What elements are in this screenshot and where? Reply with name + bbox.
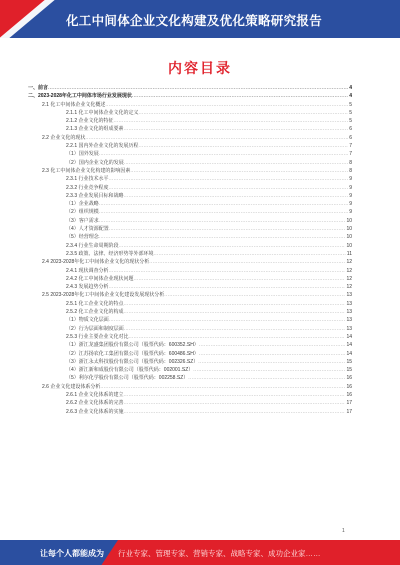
toc-entry-label: 2.5.3 行业主要企业文化对比 [66,333,129,340]
header-band [0,0,400,38]
toc-entry[interactable] [28,308,352,316]
toc-entry-leader [124,408,346,416]
toc-entry-page: 14 [346,342,352,349]
toc-entry-page: 4 [349,85,352,91]
toc-entry[interactable] [28,217,352,225]
toc-entry-label: 2.3.4 行业生命周期阶段 [66,242,119,249]
toc-entry-page: 8 [349,167,352,174]
toc-entry-leader [109,283,346,291]
toc-entry-label: 2.3.1 行业技术水平 [66,176,109,183]
toc-entry-leader [199,341,346,349]
toc-entry-leader [99,150,348,158]
toc-entry[interactable] [28,225,352,233]
toc-entry-label: （2）国内企业文化的发展 [66,159,124,166]
toc-entry-label: 2.6 企业文化建设体系分析 [42,383,101,390]
toc-entry-leader [109,184,349,192]
toc-entry[interactable] [28,267,352,275]
toc-entry-leader [188,374,345,382]
toc-entry[interactable] [28,92,352,100]
toc-entry[interactable] [28,250,352,258]
toc-entry-page: 6 [349,134,352,141]
toc-entry-page: 12 [346,267,352,274]
toc-entry-page: 13 [346,317,352,324]
toc-entry-page: 16 [346,383,352,390]
toc-entry[interactable] [28,101,352,109]
toc-entry-page: 14 [346,350,352,357]
toc-entry-page: 13 [346,325,352,332]
toc-entry-page: 13 [346,309,352,316]
toc-entry-label: 2.5.1 化工企业文化的特点 [66,300,124,307]
toc-entry-page: 10 [346,217,352,224]
toc-entry-label: （1）浙江龙盛集团股份有限公司（股票代码：600352.SH） [66,342,199,349]
toc-entry-label: （1）物质文化层面 [66,317,109,324]
toc-entry-leader [130,167,348,175]
toc-entry[interactable] [28,192,352,200]
toc-entry-label: 2.2.1 国内外企业文化的发展历程 [66,143,139,150]
toc-heading: 内容目录 [168,60,232,76]
toc-entry-page: 9 [349,184,352,191]
toc-entry-label: 2.6.2 企业文化体系的完善 [66,400,124,407]
toc-entry-leader [105,101,348,109]
toc-entry-label: 2.4 2023-2028年化工中间体企业文化的现状分析 [42,259,150,266]
toc-entry[interactable] [28,242,352,250]
toc-entry-leader [193,366,345,374]
toc-entry-page: 17 [346,400,352,407]
toc-entry-label: 2.6.3 企业文化体系的实施 [66,408,124,415]
toc-entry-page: 11 [346,250,352,257]
toc-entry-leader [109,225,346,233]
toc-entry-leader [132,92,348,100]
toc-entry[interactable] [28,374,352,382]
toc-entry-page: 10 [346,242,352,249]
toc-entry-page: 7 [349,151,352,158]
toc-entry[interactable] [28,184,352,192]
toc-entry-leader [149,258,345,266]
toc-entry-page: 17 [346,408,352,415]
toc-entry-leader [124,300,346,308]
toc-entry[interactable] [28,408,352,416]
toc-entry-label: 2.3.2 行业竞争程度 [66,184,109,191]
toc-entry[interactable] [28,350,352,358]
toc-entry-leader [164,291,345,299]
toc-entry[interactable] [28,391,352,399]
toc-entry-leader [48,84,348,92]
toc-entry-page: 5 [349,118,352,125]
toc-entry-leader [124,159,348,167]
toc-entry-label: （1）国外发展 [66,151,99,158]
toc-entry-leader [198,358,345,366]
toc-entry-page: 7 [349,143,352,150]
toc-entry[interactable] [28,383,352,391]
toc-entry-label: 2.1.3 企业文化的组成要素 [66,126,124,133]
toc-entry-leader [109,316,346,324]
toc-entry-leader [109,267,346,275]
footer-tagline: 行业专家、管理专家、营销专家、战略专家、成功企业家…… [118,549,321,558]
toc-entry-page: 13 [346,292,352,299]
toc-entry[interactable] [28,300,352,308]
toc-entry-label: （2）江苏扬农化工集团有限公司（股票代码：600486.SH） [66,350,199,357]
toc-entry[interactable] [28,341,352,349]
toc-entry-label: 2.1.2 企业文化的特征 [66,118,114,125]
toc-entry[interactable] [28,109,352,117]
toc-entry-leader [119,242,346,250]
footer-slogan: 让每个人都能成为 [40,549,104,558]
toc-entry-page: 14 [346,333,352,340]
toc-entry-label: 2.3.5 政策、法律、经济形势等外部环境 [66,250,154,257]
toc-entry-label: 2.5 2023-2028年化工中间体企业文化建设发展现状分析 [42,292,165,299]
toc-entry-page: 9 [349,209,352,216]
toc-entry[interactable] [28,134,352,142]
toc-entry-label: （3）客户需求 [66,217,99,224]
toc-entry[interactable] [28,142,352,150]
toc-entry-label: （3）浙江永太科技股份有限公司（股票代码：002326.SZ） [66,358,199,365]
toc-entry-label: 2.2 企业文化的现状 [42,134,86,141]
toc-entry-page: 16 [346,391,352,398]
toc-entry-leader [99,233,346,241]
toc-entry-leader [129,333,346,341]
toc-entry-page: 16 [346,375,352,382]
toc-entry-page: 6 [349,126,352,133]
toc-entry-page: 9 [349,192,352,199]
toc-entry-label: 2.4.1 现状调查分析 [66,267,109,274]
toc-entry[interactable] [28,175,352,183]
document-title: 化工中间体企业文化构建及优化策略研究报告 [66,14,323,28]
toc-entry[interactable] [28,291,352,299]
toc-entry-leader [154,250,346,258]
toc-entry[interactable] [28,399,352,407]
toc-entry-label: 2.6.1 企业文化体系的建立 [66,391,124,398]
toc-entry-page: 15 [346,367,352,374]
toc-entry-label: 一、前言 [28,85,49,91]
toc-entry[interactable] [28,125,352,133]
toc-entry-label: （5）利尔化学股份有限公司（股票代码：002258.SZ） [66,375,189,382]
toc-entry[interactable] [28,84,352,92]
toc-entry-label: 2.3.3 企业发展目标和战略 [66,192,124,199]
toc-entry-label: 2.4.2 化工中间体企业现状问题 [66,275,134,282]
toc-entry-leader [99,208,348,216]
toc-entry-label: （5）经营理念 [66,234,99,241]
toc-entry-page: 4 [349,93,352,100]
toc-entry-page: 12 [346,275,352,282]
toc-entry-leader [124,125,349,133]
toc-entry-page: 5 [349,101,352,108]
toc-entry-leader [124,399,346,407]
toc-entry-page: 8 [349,159,352,166]
toc-entry-label: （4）浙江新和成股份有限公司（股票代码：002001.SZ） [66,367,194,374]
toc-entry-leader [199,350,346,358]
toc-entry-page: 12 [346,259,352,266]
toc-entry[interactable] [28,316,352,324]
toc-entry[interactable] [28,233,352,241]
toc-entry[interactable] [28,358,352,366]
toc-entry-label: （1）企业战略 [66,201,99,208]
toc-entry[interactable] [28,258,352,266]
toc-entry-page: 13 [346,300,352,307]
toc-entry-label: 二、2023-2028年化工中间体市场行业发展现状 [28,93,132,100]
toc-entry-label: （2）组织规模 [66,209,99,216]
toc-entry[interactable] [28,150,352,158]
toc-entry-label: （2）行为层面和制度层面 [66,325,124,332]
toc-entry[interactable] [28,200,352,208]
table-of-contents [28,84,352,416]
page-number: 1 [342,528,345,534]
toc-entry-leader [99,217,346,225]
toc-entry-page: 10 [346,234,352,241]
toc-entry[interactable] [28,333,352,341]
toc-entry-label: 2.5.2 化工企业文化的构成 [66,309,124,316]
toc-entry[interactable] [28,283,352,291]
toc-entry-page: 12 [346,284,352,291]
toc-entry[interactable] [28,159,352,167]
toc-entry-page: 9 [349,201,352,208]
toc-entry-label: 2.1 化工中间体企业文化概述 [42,101,106,108]
toc-entry-leader [99,200,348,208]
toc-entry-leader [139,109,349,117]
toc-entry-label: 2.1.1 化工中间体企业文化的定义 [66,109,139,116]
toc-entry[interactable] [28,325,352,333]
toc-entry-leader [124,192,349,200]
toc-entry[interactable] [28,167,352,175]
toc-entry-label: 2.4.3 发展趋势分析 [66,284,109,291]
toc-entry-leader [124,308,346,316]
toc-entry-label: （4）人才资源配置 [66,226,109,233]
toc-entry-leader [124,325,346,333]
toc-entry[interactable] [28,208,352,216]
toc-entry-page: 15 [346,358,352,365]
toc-entry-leader [124,391,346,399]
footer-band [0,540,400,565]
toc-entry-leader [114,117,349,125]
toc-entry-label: 2.3 化工中间体企业文化构建的影响因素 [42,167,131,174]
toc-entry-leader [100,383,345,391]
toc-entry[interactable] [28,117,352,125]
toc-entry[interactable] [28,275,352,283]
toc-entry-leader [134,275,346,283]
toc-entry-leader [109,175,349,183]
toc-entry[interactable] [28,366,352,374]
toc-entry-page: 10 [346,226,352,233]
toc-entry-leader [139,142,349,150]
toc-entry-page: 9 [349,176,352,183]
toc-entry-page: 5 [349,109,352,116]
toc-entry-leader [85,134,348,142]
